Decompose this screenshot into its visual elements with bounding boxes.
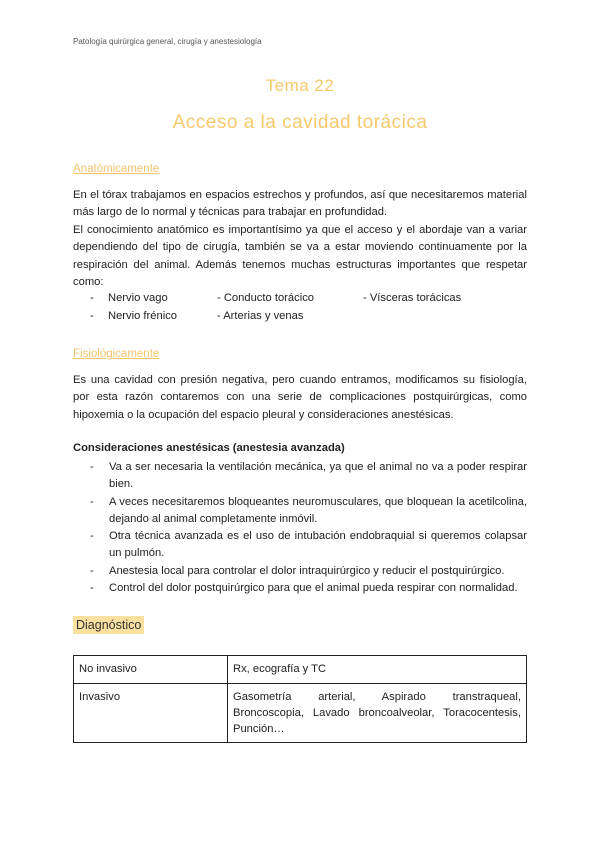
structure-item: - Vísceras torácicas <box>363 292 462 304</box>
list-item: - Va a ser necesaria la ventilación mecánica, ya que el animal no va a poder respirar bien. <box>90 461 527 491</box>
paragraph-anatomy-2: El conocimiento anatómico es importantísimo ya que el acceso y el abordaje van a variar dependiendo del tipo de cirugía, también se va a estar moviendo continuamente por la respiración del animal. Además tenemos muchas estructuras importantes que respetar como: <box>73 224 527 288</box>
list-dash: - <box>90 292 94 304</box>
list-item: - Otra técnica avanzada es el uso de intubación endobraquial si queremos colapsar un pulmón. <box>90 530 527 560</box>
topic-number: Tema 22 <box>265 76 335 95</box>
section-heading-anatomy: Anatómicamente <box>73 163 160 175</box>
structure-item: - Conducto torácico <box>217 292 315 304</box>
diagnosis-table <box>73 655 527 743</box>
structures-row-1 <box>73 292 533 309</box>
table-cell: Rx, ecografía y TC <box>228 656 527 684</box>
table-cell: Gasometría arterial, Aspirado transtraqueal, Broncoscopia, Lavado broncoalveolar, Toracocentesis, Punción… <box>228 684 527 743</box>
structure-item: Nervio frénico <box>108 310 178 322</box>
topic-title: Acceso a la cavidad torácica <box>172 112 428 133</box>
paragraph-physiology: Es una cavidad con presión negativa, pero cuando entramos, modificamos su fisiología, por esta razón contaremos con una serie de complicaciones postquirúrgicas, como hipoxemia o la ocupación del espacio pleural y consideraciones anestésicas. <box>73 374 527 421</box>
section-heading-physiology: Fisiológicamente <box>73 348 160 360</box>
anesthesia-heading: Consideraciones anestésicas (anestesia avanzada) <box>73 442 345 454</box>
structure-item: - Arterias y venas <box>217 310 304 322</box>
paragraph-anatomy-1: En el tórax trabajamos en espacios estrechos y profundos, así que necesitaremos material más largo de lo normal y técnicas para trabajar en profundidad. <box>73 189 527 219</box>
list-dash: - <box>90 461 94 473</box>
list-dash: - <box>90 310 94 322</box>
table-row <box>74 656 527 684</box>
document-header: Patología quirúrgica general, cirugía y anestesiología <box>73 37 262 46</box>
list-item: - Anestesia local para controlar el dolor intraquirúrgico y reducir el postquirúrgico. <box>73 563 527 580</box>
list-dash: - <box>90 582 94 595</box>
list-item: - Control del dolor postquirúrgico para que el animal pueda respirar con normalidad. <box>73 580 527 597</box>
list-item: - A veces necesitaremos bloqueantes neuromusculares, que bloquean la acetilcolina, dejando al animal completamente inmóvil. <box>90 495 527 525</box>
list-dash: - <box>90 495 94 508</box>
table-cell: No invasivo <box>74 656 228 684</box>
list-dash: - <box>90 564 94 577</box>
anesthesia-list <box>73 459 527 597</box>
list-dash: - <box>90 530 94 543</box>
table-cell: Invasivo <box>74 684 228 743</box>
table-row <box>74 684 527 743</box>
structures-row-2 <box>73 310 533 327</box>
section-heading-diagnosis: Diagnóstico <box>73 616 144 634</box>
structure-item: Nervio vago <box>108 292 168 304</box>
